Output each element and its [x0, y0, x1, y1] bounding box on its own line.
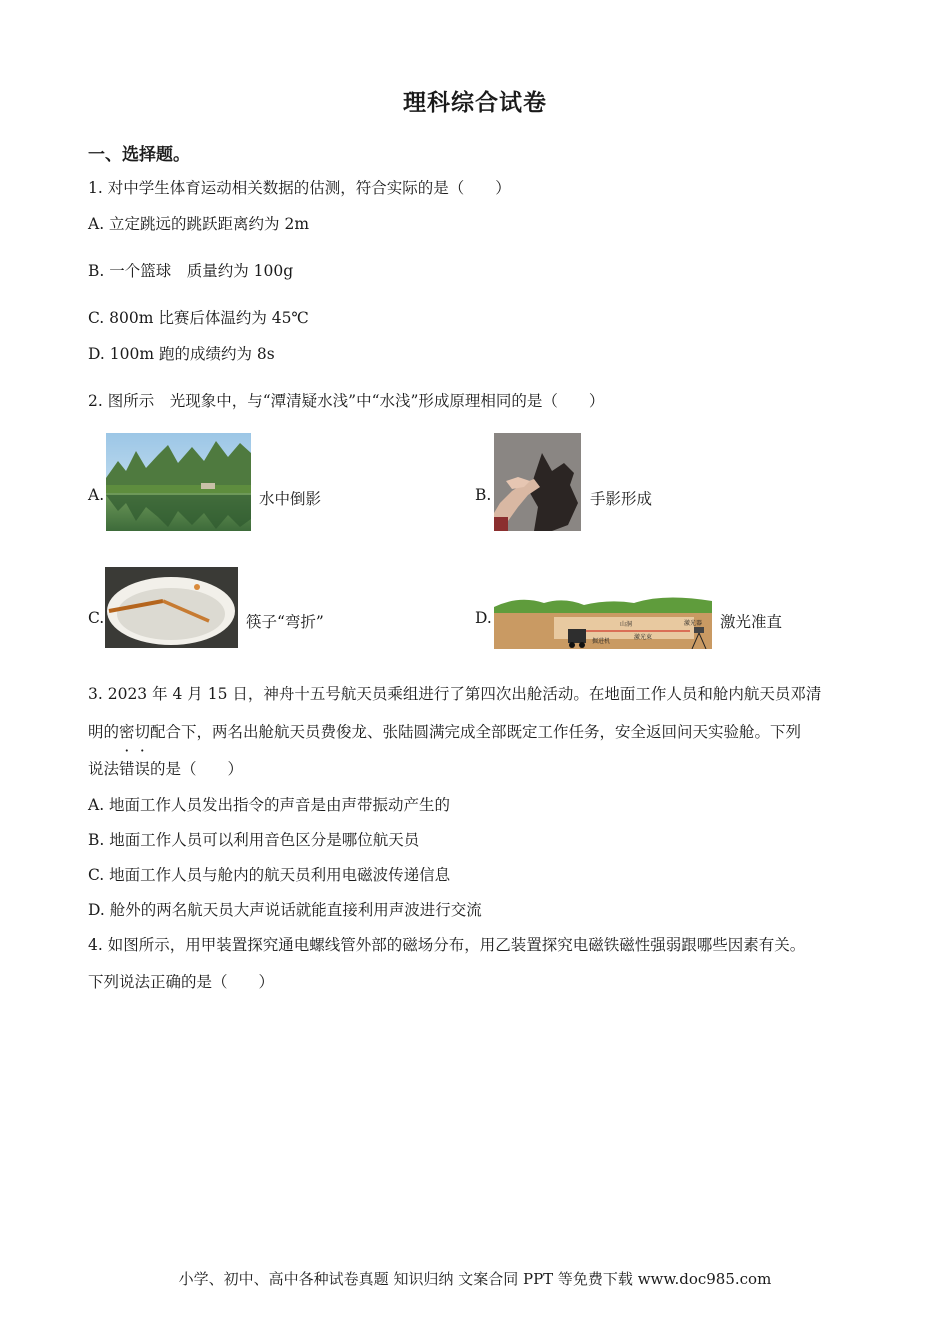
bent-chopsticks-image	[105, 567, 238, 648]
question-2-option-c-letter: C.	[88, 609, 105, 627]
tunnel-label-machine: 掘进机	[592, 638, 611, 645]
question-4-stem-line-2: 下列说法正确的是（ ）	[88, 973, 275, 991]
emphasis-char-1: 错	[119, 760, 135, 778]
question-3-stem-line-1: 3. 2023 年 4 月 15 日，神舟十五号航天员乘组进行了第四次出舱活动。在地面工作人员和舱内航天员邓清	[88, 685, 822, 703]
emphasis-char-2: 误	[134, 760, 151, 778]
question-2-option-b-letter: B.	[475, 486, 492, 504]
question-1-option-c: C. 800m 比赛后体温约为 45℃	[88, 309, 309, 327]
section-heading: 一、选择题。	[88, 145, 190, 165]
page-footer: 小学、初中、高中各种试卷真题 知识归纳 文案合同 PPT 等免费下载 www.doc985.com	[178, 1270, 772, 1288]
question-3-option-b: B. 地面工作人员可以利用音色区分是哪位航天员	[88, 831, 420, 849]
tunnel-label-mountain: 山洞	[620, 621, 633, 628]
question-2-option-d-letter: D.	[475, 609, 492, 627]
page-title: 理科综合试卷	[403, 89, 547, 116]
laser-tunnel-image	[494, 593, 712, 649]
question-2-option-d-caption: 激光准直	[720, 613, 783, 631]
question-1-option-b: B. 一个篮球 质量约为 100g	[88, 262, 294, 280]
question-2-option-c-caption: 筷子“弯折”	[246, 613, 324, 631]
question-2-option-a-caption: 水中倒影	[259, 490, 322, 508]
question-3-stem-line-3	[88, 757, 243, 779]
question-3-stem-suffix: 的是（ ）	[150, 760, 244, 778]
question-3-option-d: D. 舱外的两名航天员大声说话就能直接利用声波进行交流	[88, 901, 482, 919]
hand-shadow-image	[494, 433, 581, 531]
question-1-option-d: D. 100m 跑的成绩约为 8s	[88, 345, 275, 363]
tunnel-label-device: 激光器	[684, 620, 703, 627]
question-2-option-b-caption: 手影形成	[590, 490, 653, 508]
question-3-stem-line-2: 明的密切配合下，两名出舱航天员费俊龙、张陆圆满完成全部既定工作任务，安全返回问天实验舱。下列	[88, 723, 802, 741]
tunnel-label-laser: 激光束	[634, 634, 653, 641]
question-3-option-a: A. 地面工作人员发出指令的声音是由声带振动产生的	[88, 796, 451, 814]
question-2-option-a-letter: A.	[88, 486, 105, 504]
question-3-stem-prefix: 说法	[88, 760, 120, 778]
question-4-stem-line-1: 4. 如图所示，用甲装置探究通电螺线管外部的磁场分布，用乙装置探究电磁铁磁性强弱跟哪些因素有关。	[88, 936, 806, 954]
question-3-option-c: C. 地面工作人员与舱内的航天员利用电磁波传递信息	[88, 866, 451, 884]
question-1-option-a: A. 立定跳远的跳跃距离约为 2m	[88, 215, 310, 233]
question-2-stem: 2. 图所示 光现象中，与“潭清疑水浅”中“水浅”形成原理相同的是（ ）	[88, 392, 605, 410]
lake-reflection-image	[106, 433, 251, 531]
question-1-stem: 1. 对中学生体育运动相关数据的估测，符合实际的是（ ）	[88, 179, 511, 197]
